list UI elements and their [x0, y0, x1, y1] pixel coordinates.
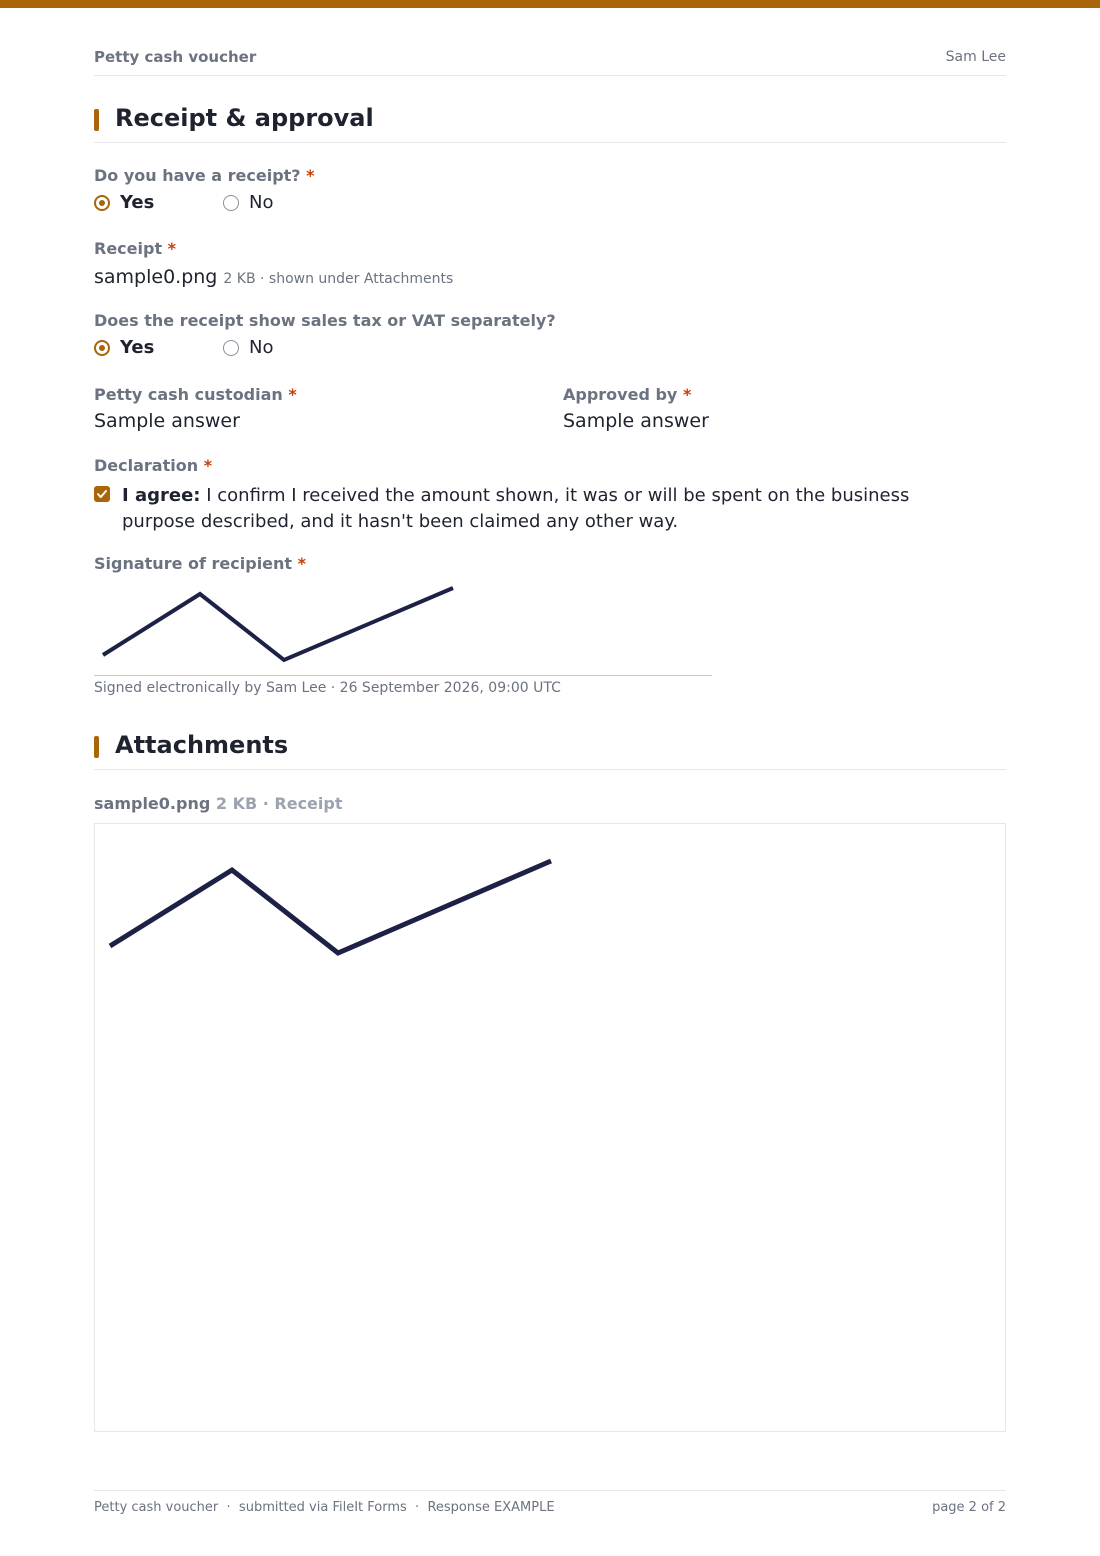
- approver-label: Approved by *: [563, 385, 692, 404]
- section-heading-attachments: [94, 731, 1006, 770]
- custodian-value: Sample answer: [94, 410, 240, 432]
- page-footer: [94, 1490, 1006, 1520]
- top-accent-bar: [0, 0, 1100, 8]
- radio-checked-icon: [94, 340, 110, 356]
- tax-question-label: Does the receipt show sales tax or VAT separately?: [94, 311, 556, 330]
- radio-unchecked-icon: [223, 195, 239, 211]
- receipt-file: [94, 266, 453, 288]
- page-number: page 2 of 2: [932, 1500, 1006, 1515]
- signature-pad: [94, 582, 712, 676]
- signature-note: Signed electronically by Sam Lee · 26 September 2026, 09:00 UTC: [94, 680, 561, 696]
- has-receipt-yes-radio[interactable]: Yes: [94, 192, 194, 216]
- attachment-meta: 2 KB · Receipt: [215, 794, 343, 813]
- has-receipt-label: Do you have a receipt? *: [94, 166, 315, 185]
- section-heading-receipt: [94, 104, 1006, 143]
- attachment-preview[interactable]: [94, 823, 1006, 1432]
- radio-unchecked-icon: [223, 340, 239, 356]
- checkbox-checked-icon[interactable]: [94, 486, 110, 502]
- custodian-label: Petty cash custodian *: [94, 385, 297, 404]
- receipt-file-meta: 2 KB · shown under Attachments: [223, 271, 454, 287]
- attachment-caption: [94, 794, 342, 813]
- section-title: Attachments: [115, 731, 289, 759]
- has-receipt-no-radio[interactable]: No: [223, 192, 323, 216]
- declaration-label: Declaration *: [94, 456, 213, 475]
- section-title: Receipt & approval: [115, 104, 374, 132]
- section-accent: [94, 109, 99, 131]
- footer-info: Petty cash voucher · submitted via FileIt Forms · Response EXAMPLE: [94, 1500, 555, 1515]
- receipt-file-name: sample0.png: [94, 266, 218, 288]
- tax-yes-radio[interactable]: Yes: [94, 337, 194, 361]
- declaration-text: I agree: I confirm I received the amount shown, it was or will be spent on the business purpose described, and it hasn't been claimed any other way.: [122, 485, 910, 532]
- document-title: Petty cash voucher: [94, 48, 257, 66]
- section-accent: [94, 736, 99, 758]
- tax-no-radio[interactable]: No: [223, 337, 323, 361]
- signature-drawing: [94, 582, 712, 676]
- attachment-image: [95, 824, 1005, 1431]
- user-name: Sam Lee: [945, 49, 1006, 65]
- page-header: [94, 48, 1006, 76]
- radio-checked-icon: [94, 195, 110, 211]
- signature-label: Signature of recipient *: [94, 554, 307, 573]
- approver-value: Sample answer: [563, 410, 709, 432]
- attachment-file-name: sample0.png: [94, 794, 211, 813]
- receipt-label: Receipt *: [94, 239, 177, 258]
